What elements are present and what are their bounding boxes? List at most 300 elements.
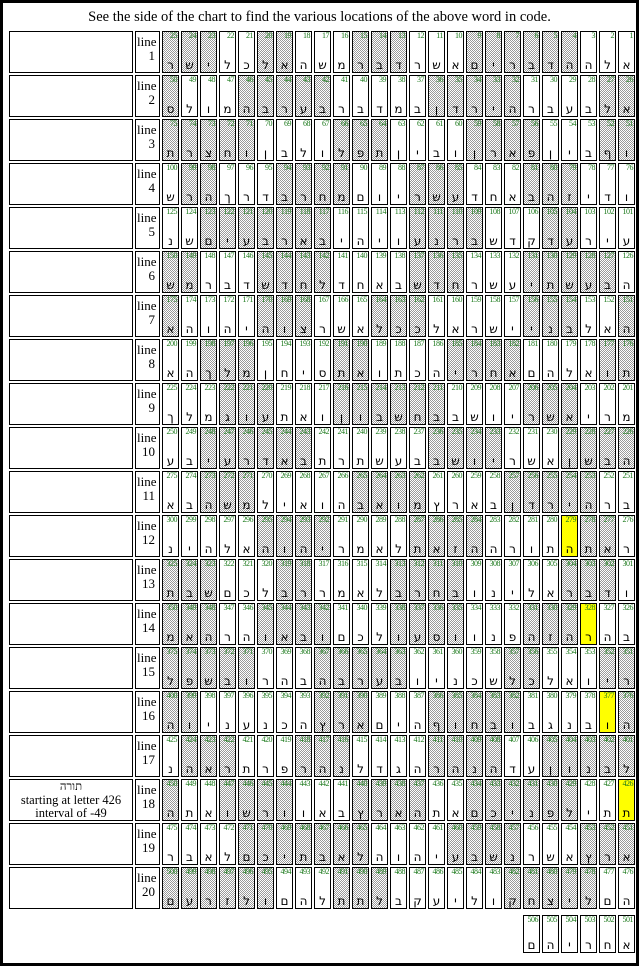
letter-cell-489 bbox=[371, 867, 388, 909]
hebrew-letter: פ bbox=[527, 146, 536, 160]
letter-cell-292 bbox=[314, 515, 331, 557]
hebrew-letter: ה bbox=[299, 542, 308, 556]
line-number-label-12 bbox=[135, 515, 160, 557]
letter-cell-432 bbox=[504, 779, 521, 821]
letter-position-number: 477 bbox=[603, 867, 614, 876]
letter-cell-90 bbox=[352, 163, 369, 205]
letter-position-number: 484 bbox=[470, 867, 481, 876]
letter-position-number: 466 bbox=[337, 823, 348, 832]
hebrew-letter: ד bbox=[452, 102, 459, 116]
letter-position-number: 42 bbox=[322, 75, 329, 84]
letter-cell-454 bbox=[561, 823, 578, 865]
letter-cell-170 bbox=[257, 295, 274, 337]
letter-cell-146 bbox=[238, 251, 255, 293]
letter-position-number: 23 bbox=[208, 31, 215, 40]
letter-position-number: 81 bbox=[531, 163, 538, 172]
letter-cell-488 bbox=[390, 867, 407, 909]
letter-position-number: 69 bbox=[284, 119, 291, 128]
letter-cell-355 bbox=[542, 647, 559, 689]
letter-position-number: 200 bbox=[166, 339, 177, 348]
code-word-label bbox=[9, 779, 133, 821]
side-label-cell bbox=[9, 647, 133, 689]
letter-position-number: 472 bbox=[223, 823, 234, 832]
letter-position-number: 175 bbox=[166, 295, 177, 304]
letter-cell-417 bbox=[314, 735, 331, 777]
letter-cell-505 bbox=[542, 915, 559, 953]
letter-position-number: 179 bbox=[565, 339, 576, 348]
hebrew-letter: ס bbox=[318, 366, 327, 380]
letter-cell-150 bbox=[162, 251, 179, 293]
letter-cell-151 bbox=[618, 295, 635, 337]
letter-cell-342 bbox=[314, 603, 331, 645]
hebrew-letter: ב bbox=[395, 586, 402, 600]
letter-cell-48 bbox=[200, 75, 217, 117]
line-label-number: 20 bbox=[142, 884, 155, 899]
hebrew-letter: ה bbox=[204, 498, 213, 512]
letter-cell-111 bbox=[428, 207, 445, 249]
letter-position-number: 372 bbox=[223, 647, 234, 656]
hebrew-letter: ה bbox=[318, 762, 327, 776]
letter-position-number: 196 bbox=[242, 339, 253, 348]
hebrew-letter: ב bbox=[414, 454, 421, 468]
hebrew-letter: ח bbox=[299, 278, 308, 292]
letter-cell-218 bbox=[295, 383, 312, 425]
letter-cell-405 bbox=[542, 735, 559, 777]
letter-position-number: 343 bbox=[299, 603, 310, 612]
hebrew-letter: א bbox=[299, 410, 308, 424]
hebrew-letter: ר bbox=[224, 630, 231, 644]
hebrew-letter: ץ bbox=[357, 806, 364, 820]
hebrew-letter: ם bbox=[470, 806, 479, 820]
letter-position-number: 283 bbox=[489, 515, 500, 524]
letter-position-number: 149 bbox=[185, 251, 196, 260]
letter-position-number: 441 bbox=[337, 779, 348, 788]
hebrew-letter: ה bbox=[204, 542, 213, 556]
hebrew-letter: ת bbox=[584, 542, 593, 556]
line-row-18 bbox=[9, 779, 636, 821]
hebrew-letter: ח bbox=[432, 586, 441, 600]
hebrew-letter: נ bbox=[510, 850, 515, 864]
hebrew-letter: ד bbox=[262, 190, 269, 204]
letter-cell-98 bbox=[200, 163, 217, 205]
hebrew-letter: ה bbox=[584, 498, 593, 512]
letter-cell-220 bbox=[257, 383, 274, 425]
hebrew-letter: א bbox=[299, 234, 308, 248]
letter-cell-427 bbox=[599, 779, 616, 821]
letter-cell-183 bbox=[485, 339, 502, 381]
line-row-19 bbox=[9, 823, 636, 865]
letter-cell-254 bbox=[561, 471, 578, 513]
letter-cell-459 bbox=[466, 823, 483, 865]
hebrew-letter: ר bbox=[167, 58, 174, 72]
hebrew-letter: ל bbox=[224, 366, 231, 380]
line-row-15 bbox=[9, 647, 636, 689]
letter-cell-55 bbox=[542, 119, 559, 161]
letter-position-number: 330 bbox=[546, 603, 557, 612]
letter-position-number: 426 bbox=[622, 779, 633, 788]
letter-position-number: 413 bbox=[394, 735, 405, 744]
letter-position-number: 324 bbox=[185, 559, 196, 568]
hebrew-letter: ח bbox=[223, 146, 232, 160]
hebrew-letter: נ bbox=[225, 718, 230, 732]
letter-cell-195 bbox=[257, 339, 274, 381]
letter-position-number: 429 bbox=[565, 779, 576, 788]
letter-position-number: 237 bbox=[413, 427, 424, 436]
letter-cell-61 bbox=[428, 119, 445, 161]
hebrew-letter: ב bbox=[262, 102, 269, 116]
hebrew-letter: ם bbox=[204, 234, 213, 248]
hebrew-letter: י bbox=[587, 806, 590, 820]
letter-cell-436 bbox=[428, 779, 445, 821]
line-row-7 bbox=[9, 295, 636, 337]
hebrew-letter: ח bbox=[413, 410, 422, 424]
hebrew-letter: ר bbox=[604, 498, 611, 512]
letter-cell-154 bbox=[561, 295, 578, 337]
letter-cell-309 bbox=[466, 559, 483, 601]
letter-position-number: 456 bbox=[527, 823, 538, 832]
letter-cell-157 bbox=[504, 295, 521, 337]
line-label-word: line bbox=[137, 78, 157, 93]
letter-cell-230 bbox=[542, 427, 559, 469]
letter-position-number: 408 bbox=[489, 735, 500, 744]
letter-position-number: 119 bbox=[280, 207, 291, 216]
hebrew-letter: ת bbox=[375, 146, 384, 160]
letter-position-number: 492 bbox=[318, 867, 329, 876]
letter-cell-204 bbox=[561, 383, 578, 425]
letter-position-number: 345 bbox=[261, 603, 272, 612]
letter-cell-462 bbox=[409, 823, 426, 865]
letter-position-number: 7 bbox=[515, 31, 519, 40]
hebrew-letter: י bbox=[511, 586, 514, 600]
hebrew-letter: י bbox=[245, 322, 248, 336]
line-label-word: line bbox=[137, 826, 157, 841]
hebrew-letter: ח bbox=[603, 938, 612, 952]
letter-cell-207 bbox=[504, 383, 521, 425]
letter-position-number: 478 bbox=[584, 867, 595, 876]
hebrew-letter: ת bbox=[603, 806, 612, 820]
hebrew-letter: ל bbox=[509, 674, 516, 688]
letter-cell-45 bbox=[257, 75, 274, 117]
letter-cell-50 bbox=[162, 75, 179, 117]
line-row-17 bbox=[9, 735, 636, 777]
hebrew-letter: ר bbox=[300, 586, 307, 600]
hebrew-letter: ה bbox=[318, 674, 327, 688]
chart-instruction-title: See the side of the chart to find the various locations of the above word in code. bbox=[88, 9, 551, 25]
letter-position-number: 17 bbox=[322, 31, 329, 40]
letter-cell-99 bbox=[181, 163, 198, 205]
letter-cell-83 bbox=[485, 163, 502, 205]
letter-cell-455 bbox=[542, 823, 559, 865]
letter-cell-496 bbox=[238, 867, 255, 909]
hebrew-letter: י bbox=[492, 58, 495, 72]
letter-position-number: 87 bbox=[417, 163, 424, 172]
letter-position-number: 366 bbox=[337, 647, 348, 656]
letter-position-number: 465 bbox=[356, 823, 367, 832]
hebrew-letter: ו bbox=[282, 806, 287, 820]
hebrew-letter: ר bbox=[414, 586, 421, 600]
letter-position-number: 490 bbox=[356, 867, 367, 876]
letter-position-number: 439 bbox=[375, 779, 386, 788]
line-label-number: 19 bbox=[142, 840, 155, 855]
hebrew-letter: א bbox=[603, 542, 612, 556]
letter-position-number: 420 bbox=[261, 735, 272, 744]
hebrew-letter: ו bbox=[453, 718, 458, 732]
letter-position-number: 162 bbox=[413, 295, 424, 304]
code-word-hebrew: תורה bbox=[59, 781, 83, 793]
letter-position-number: 288 bbox=[394, 515, 405, 524]
hebrew-letter: א bbox=[565, 674, 574, 688]
letter-position-number: 249 bbox=[185, 427, 196, 436]
letter-position-number: 256 bbox=[527, 471, 538, 480]
hebrew-letter: ע bbox=[413, 234, 422, 248]
hebrew-letter: ר bbox=[357, 674, 364, 688]
hebrew-letter: ל bbox=[376, 630, 383, 644]
hebrew-letter: ת bbox=[299, 850, 308, 864]
hebrew-letter: ר bbox=[414, 58, 421, 72]
letter-position-number: 60 bbox=[455, 119, 462, 128]
letter-cell-91 bbox=[333, 163, 350, 205]
letter-cell-238 bbox=[390, 427, 407, 469]
hebrew-letter: ן bbox=[548, 146, 553, 160]
hebrew-letter: ב bbox=[281, 586, 288, 600]
letter-cell-350 bbox=[162, 603, 179, 645]
letter-cell-66 bbox=[333, 119, 350, 161]
letter-position-number: 220 bbox=[261, 383, 272, 392]
letter-cell-161 bbox=[428, 295, 445, 337]
letter-position-number: 181 bbox=[527, 339, 538, 348]
letter-cell-265 bbox=[352, 471, 369, 513]
letter-position-number: 277 bbox=[603, 515, 614, 524]
letter-position-number: 440 bbox=[356, 779, 367, 788]
letter-cell-371 bbox=[238, 647, 255, 689]
hebrew-letter: ת bbox=[318, 454, 327, 468]
letter-position-number: 470 bbox=[261, 823, 272, 832]
letter-cell-480 bbox=[542, 867, 559, 909]
letter-cell-320 bbox=[257, 559, 274, 601]
letter-cell-247 bbox=[219, 427, 236, 469]
partial-line-row bbox=[523, 915, 636, 953]
letter-position-number: 1 bbox=[629, 31, 633, 40]
letter-position-number: 178 bbox=[584, 339, 595, 348]
hebrew-letter: ך bbox=[205, 366, 212, 380]
letter-cell-231 bbox=[523, 427, 540, 469]
letter-position-number: 427 bbox=[603, 779, 614, 788]
letter-cell-428 bbox=[580, 779, 597, 821]
hebrew-letter: ו bbox=[206, 102, 211, 116]
line-number-label-6 bbox=[135, 251, 160, 293]
hebrew-letter: א bbox=[318, 806, 327, 820]
line-number-label-19 bbox=[135, 823, 160, 865]
hebrew-letter: י bbox=[397, 190, 400, 204]
letter-cell-479 bbox=[561, 867, 578, 909]
letter-position-number: 227 bbox=[603, 427, 614, 436]
letter-cell-299 bbox=[181, 515, 198, 557]
hebrew-letter: ל bbox=[623, 762, 630, 776]
letter-cell-318 bbox=[295, 559, 312, 601]
letter-position-number: 377 bbox=[603, 691, 614, 700]
hebrew-letter: ה bbox=[280, 674, 289, 688]
hebrew-letter: ף bbox=[603, 146, 612, 160]
hebrew-letter: כ bbox=[471, 674, 478, 688]
hebrew-letter: ו bbox=[472, 630, 477, 644]
line-row-3 bbox=[9, 119, 636, 161]
letter-cell-323 bbox=[200, 559, 217, 601]
letter-position-number: 264 bbox=[375, 471, 386, 480]
hebrew-letter: ם bbox=[356, 190, 365, 204]
hebrew-letter: ד bbox=[433, 278, 440, 292]
hebrew-letter: ו bbox=[225, 806, 230, 820]
letter-position-number: 425 bbox=[166, 735, 177, 744]
line-label-number: 4 bbox=[148, 180, 155, 195]
letter-position-number: 147 bbox=[223, 251, 234, 260]
letter-cell-236 bbox=[428, 427, 445, 469]
hebrew-letter: י bbox=[568, 498, 571, 512]
letter-cell-21 bbox=[238, 31, 255, 73]
line-number-label-11 bbox=[135, 471, 160, 513]
side-label-cell bbox=[9, 691, 133, 733]
hebrew-letter: ב bbox=[300, 630, 307, 644]
letter-cell-330 bbox=[542, 603, 559, 645]
letter-position-number: 417 bbox=[318, 735, 329, 744]
letter-cell-232 bbox=[504, 427, 521, 469]
hebrew-letter: ב bbox=[224, 674, 231, 688]
letter-cell-58 bbox=[485, 119, 502, 161]
letter-cell-190 bbox=[352, 339, 369, 381]
letter-cell-75 bbox=[162, 119, 179, 161]
letter-position-number: 496 bbox=[242, 867, 253, 876]
letter-position-number: 444 bbox=[280, 779, 291, 788]
letter-cell-300 bbox=[162, 515, 179, 557]
letter-position-number: 400 bbox=[166, 691, 177, 700]
hebrew-letter: ש bbox=[318, 58, 327, 72]
letter-cell-93 bbox=[295, 163, 312, 205]
letter-position-number: 115 bbox=[356, 207, 367, 216]
hebrew-letter: ץ bbox=[319, 718, 326, 732]
letter-position-number: 323 bbox=[204, 559, 215, 568]
hebrew-letter: ר bbox=[585, 234, 592, 248]
letter-cell-421 bbox=[238, 735, 255, 777]
letter-cell-306 bbox=[523, 559, 540, 601]
letter-cell-37 bbox=[409, 75, 426, 117]
hebrew-letter: ן bbox=[434, 102, 439, 116]
letter-position-number: 371 bbox=[242, 647, 253, 656]
letter-position-number: 68 bbox=[303, 119, 310, 128]
letter-position-number: 135 bbox=[451, 251, 462, 260]
letter-cell-261 bbox=[428, 471, 445, 513]
side-label-cell bbox=[9, 31, 133, 73]
line-label-word: line bbox=[137, 122, 157, 137]
letter-position-number: 154 bbox=[565, 295, 576, 304]
letter-position-number: 46 bbox=[246, 75, 253, 84]
hebrew-letter: ג bbox=[225, 410, 230, 424]
hebrew-letter: י bbox=[587, 410, 590, 424]
side-label-cell bbox=[9, 383, 133, 425]
letter-position-number: 95 bbox=[265, 163, 272, 172]
letter-cell-72 bbox=[219, 119, 236, 161]
hebrew-letter: כ bbox=[490, 806, 497, 820]
hebrew-letter: י bbox=[283, 498, 286, 512]
hebrew-letter: א bbox=[451, 322, 460, 336]
hebrew-letter: ה bbox=[489, 762, 498, 776]
hebrew-letter: ב bbox=[224, 278, 231, 292]
hebrew-letter: ש bbox=[261, 278, 270, 292]
letter-cell-198 bbox=[200, 339, 217, 381]
hebrew-letter: ר bbox=[281, 234, 288, 248]
letter-cell-118 bbox=[295, 207, 312, 249]
letter-position-number: 174 bbox=[185, 295, 196, 304]
letter-cell-127 bbox=[599, 251, 616, 293]
letter-cell-503 bbox=[580, 915, 597, 953]
letter-cell-1 bbox=[618, 31, 635, 73]
line-label-number: 11 bbox=[142, 488, 155, 503]
hebrew-letter: י bbox=[435, 674, 438, 688]
letter-cell-365 bbox=[352, 647, 369, 689]
letter-position-number: 186 bbox=[432, 339, 443, 348]
letter-cell-216 bbox=[333, 383, 350, 425]
letter-position-number: 318 bbox=[299, 559, 310, 568]
letter-cell-49 bbox=[181, 75, 198, 117]
letter-position-number: 244 bbox=[280, 427, 291, 436]
hebrew-letter: מ bbox=[622, 410, 631, 424]
letter-position-number: 310 bbox=[451, 559, 462, 568]
letter-cell-42 bbox=[314, 75, 331, 117]
line-label-word: line bbox=[137, 650, 157, 665]
letter-position-number: 262 bbox=[413, 471, 424, 480]
letter-position-number: 326 bbox=[622, 603, 633, 612]
hebrew-letter: ר bbox=[566, 586, 573, 600]
letter-position-number: 99 bbox=[189, 163, 196, 172]
letter-cell-383 bbox=[485, 691, 502, 733]
line-label-word: line bbox=[137, 430, 157, 445]
side-label-cell bbox=[9, 251, 133, 293]
letter-position-number: 20 bbox=[265, 31, 272, 40]
letter-cell-140 bbox=[352, 251, 369, 293]
hebrew-letter: ה bbox=[489, 542, 498, 556]
letter-cell-271 bbox=[238, 471, 255, 513]
letter-position-number: 269 bbox=[280, 471, 291, 480]
letter-position-number: 421 bbox=[242, 735, 253, 744]
letter-cell-56 bbox=[523, 119, 540, 161]
letter-position-number: 205 bbox=[546, 383, 557, 392]
letter-position-number: 300 bbox=[166, 515, 177, 524]
letter-position-number: 8 bbox=[496, 31, 500, 40]
letter-position-number: 139 bbox=[375, 251, 386, 260]
hebrew-letter: ה bbox=[185, 366, 194, 380]
letter-position-number: 114 bbox=[375, 207, 386, 216]
letter-position-number: 33 bbox=[493, 75, 500, 84]
letter-cell-358 bbox=[485, 647, 502, 689]
letter-cell-172 bbox=[219, 295, 236, 337]
hebrew-letter: ר bbox=[528, 102, 535, 116]
letter-position-number: 145 bbox=[261, 251, 272, 260]
hebrew-letter: ן bbox=[396, 146, 401, 160]
code-start-text: starting at letter 426 bbox=[20, 793, 122, 807]
letter-position-number: 182 bbox=[508, 339, 519, 348]
letter-position-number: 2 bbox=[610, 31, 614, 40]
letter-position-number: 467 bbox=[318, 823, 329, 832]
letter-position-number: 306 bbox=[527, 559, 538, 568]
letter-position-number: 486 bbox=[432, 867, 443, 876]
letter-cell-297 bbox=[219, 515, 236, 557]
letter-cell-310 bbox=[447, 559, 464, 601]
hebrew-letter: נ bbox=[168, 542, 173, 556]
letter-position-number: 4 bbox=[572, 31, 576, 40]
letter-position-number: 245 bbox=[261, 427, 272, 436]
letter-cell-334 bbox=[466, 603, 483, 645]
letter-cell-266 bbox=[333, 471, 350, 513]
hebrew-letter: י bbox=[492, 102, 495, 116]
letter-cell-360 bbox=[447, 647, 464, 689]
